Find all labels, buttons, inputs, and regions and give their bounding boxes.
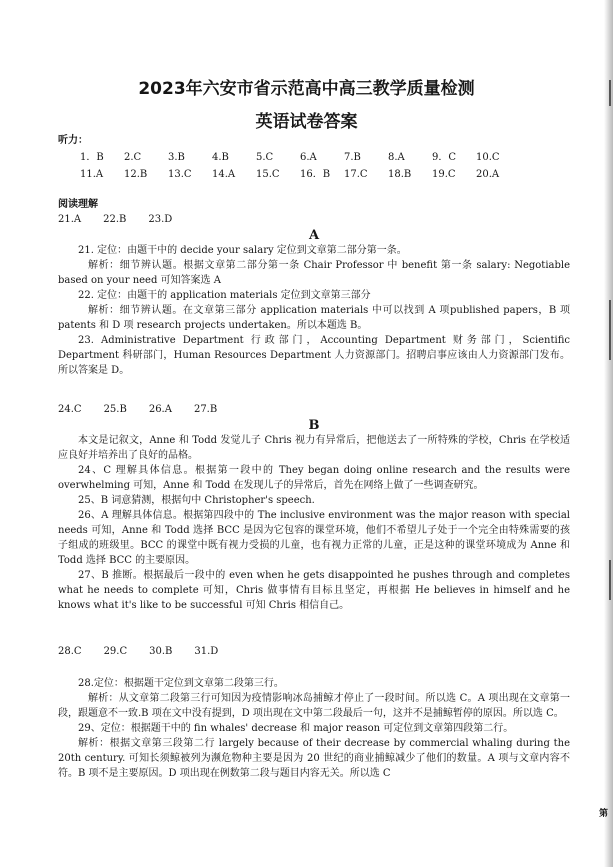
answer-item: 19.C bbox=[432, 169, 456, 180]
answer-item: 22.B bbox=[103, 214, 127, 225]
reading-section-c-explanations bbox=[58, 676, 570, 781]
answer-item: 28.C bbox=[58, 646, 82, 657]
answer-item: 29.C bbox=[103, 646, 128, 657]
reading-answers-b bbox=[58, 402, 570, 417]
explanation-line: 25、B 词意猜测，根据句中 Christopher's speech. bbox=[78, 495, 315, 506]
explanation-line: 29、定位：根据题干中的 fin whales' decrease 和 major reason 可定位到文章第四段第二行。 bbox=[78, 723, 514, 734]
answer-item: 18.B bbox=[388, 169, 412, 180]
answer-item: 23.D bbox=[148, 214, 173, 225]
explanation-line: 解析：根据文章第三段第二行 largely because of their decrease by commercial whaling during the 20th century. 可知长须鲸被列为濒危物种主要是因为 20 世纪的商业捕鲸减少了他们的数量。A 项与文章内容不符。B 项不是主要原因。D 项出现在例数第二段与题目内容无关。所以选 C bbox=[58, 738, 570, 779]
answer-item: 10.C bbox=[476, 152, 500, 163]
page-number-mark: 第 bbox=[598, 809, 608, 819]
reading-answers-c bbox=[58, 644, 570, 659]
document-title: 2023年六安市省示范高中高三教学质量检测 bbox=[138, 79, 475, 99]
answer-item: 26.A bbox=[148, 404, 172, 415]
answer-item: 8.A bbox=[388, 152, 405, 163]
section-heading-b: B bbox=[308, 418, 320, 433]
explanation-line: 21. 定位：由题干中的 decide your salary 定位到文章第二部分第一条。 bbox=[78, 245, 407, 256]
explanation-line: 26、A 理解具体信息。根据第四段中的 The inclusive environment was the major reason with special needs 可知，Anne 和 Todd 选择 BCC 是因为它包容的课堂环境，他们不希望儿子处于一个完全由特殊需要的孩子组成的班级里。BCC 的课堂中既有视力受损的儿童，也有视力正常的儿童，正是这种的课堂环境成为 Anne 和 Todd 选择 BCC 的主要原因。 bbox=[58, 510, 570, 566]
answer-item: 17.C bbox=[344, 169, 368, 180]
listening-label: 听力： bbox=[58, 135, 88, 146]
answer-item: 27.B bbox=[193, 404, 218, 415]
explanation-line: 27、B 推断。根据最后一段中的 even when he gets disappointed he pushes through and completes what he needs to complete 可知，Chris 做事情有目标且坚定，再根据 He believes in himself and he knows what it's like to be successful 可知 Chris 相信自己。 bbox=[58, 570, 570, 611]
listening-section bbox=[58, 133, 570, 182]
reading-answers-a bbox=[58, 212, 570, 227]
answer-item: 13.C bbox=[168, 169, 192, 180]
answer-item: 16．B bbox=[300, 169, 331, 180]
explanation-line: 解析：从文章第二段第三行可知因为疫情影响冰岛捕鲸才停止了一段时间。所以选 C。A 项出现在文章第一段，跟题意不一致.B 项在文中没有提到，D 项出现在文中第二段最后一句，这并不是捕鲸暂停的原因。所以选 C。 bbox=[58, 693, 570, 719]
section-heading-a: A bbox=[308, 228, 320, 243]
edge-mark bbox=[609, 560, 611, 600]
answer-item: 15.C bbox=[256, 169, 280, 180]
reading-section-b bbox=[58, 402, 570, 613]
explanation-line: 28.定位：根据题干定位到文章第二段第三行。 bbox=[78, 678, 284, 689]
listening-row-1 bbox=[58, 150, 570, 165]
edge-mark bbox=[609, 300, 611, 360]
reading-label: 阅读理解 bbox=[58, 199, 98, 210]
reading-section-a bbox=[58, 197, 570, 378]
answer-item: 12.B bbox=[124, 169, 148, 180]
answer-item: 25.B bbox=[103, 404, 127, 415]
answer-item: 24.C bbox=[58, 404, 82, 415]
explanation-line: 22. 定位：由题干的 application materials 定位到文章第三部分 bbox=[78, 290, 371, 301]
explanation-line: 24、C 理解具体信息。根据第一段中的 They began doing online research and the results were overwhelming 可知，Anne 和 Todd 在发现儿子的异常后，首先在网络上做了一些调查研究。 bbox=[58, 465, 570, 491]
document-subtitle: 英语试卷答案 bbox=[255, 112, 358, 132]
answer-item: 6.A bbox=[300, 152, 317, 163]
answer-item: 1．B bbox=[80, 152, 104, 163]
answer-item: 14.A bbox=[212, 169, 236, 180]
answer-item: 31.D bbox=[194, 646, 219, 657]
answer-item: 4.B bbox=[212, 152, 229, 163]
reading-section-c bbox=[58, 644, 570, 659]
answer-item: 30.B bbox=[149, 646, 173, 657]
answer-item: 5.C bbox=[256, 152, 274, 163]
explanation-line: 解析：细节辨认题。根据文章第二部分第一条 Chair Professor 中 benefit 第一条 salary: Negotiable based on your need 可知答案选 A bbox=[58, 260, 570, 286]
answer-item: 3.B bbox=[168, 152, 185, 163]
explanation-line: 23. Administrative Department 行政部门，Accounting Department 财务部门，Scientific Department 科研部门，Human Resources Department 人力资源部门。招聘启事应该由人力资源部门发布。所以答案是 D。 bbox=[58, 335, 570, 376]
answer-item: 7.B bbox=[344, 152, 361, 163]
answer-item: 11.A bbox=[80, 169, 104, 180]
answer-item: 2.C bbox=[124, 152, 142, 163]
listening-row-2 bbox=[58, 167, 570, 182]
answer-item: 21.A bbox=[58, 214, 82, 225]
answer-item: 20.A bbox=[476, 169, 500, 180]
explanation-line: 本文是记叙文，Anne 和 Todd 发觉儿子 Chris 视力有异常后，把他送去了一所特殊的学校，Chris 在学校适应良好并培养出了良好的品格。 bbox=[58, 435, 570, 461]
explanation-line: 解析：细节辨认题。在文章第三部分 application materials 中可以找到 A 项published papers，B 项 patents 和 D 项 research projects undertaken。所以本题选 B。 bbox=[58, 305, 570, 331]
answer-item: 9．C bbox=[432, 152, 457, 163]
